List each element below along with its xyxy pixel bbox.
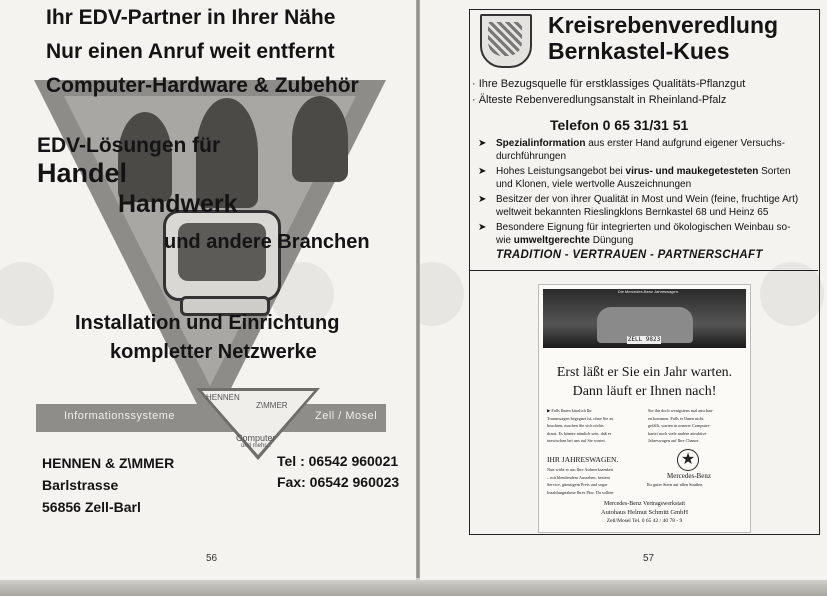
ad-headline: Erst läßt er Sie ein Jahr warten. [556,365,733,380]
logo-bar-left: Informationssysteme [64,410,175,422]
license-plate: ZELL 9823 [627,336,661,343]
left-page [0,0,416,580]
installation-label: Installation und Einrichtung [75,312,340,334]
other-branches-label: und andere Branchen [164,231,370,253]
brand-slogan: Ihr guter Stern auf allen Straßen. [647,482,704,487]
frame-divider [469,270,818,271]
logo-bar-right: Zell / Mosel [315,410,378,422]
slogan-line: Nur einen Anruf weit entfernt [46,40,335,63]
ad-column: Sie ihn doch wenigstens mal anschau- en kommen. Falls er Ihnen nicht gefällt, warten in unserer Computer- kartei noch viele andere attraktive Jahreswagen auf Ihre Chance. [648,408,714,443]
intro-line: · Älteste Rebenveredlungsanstalt in Rheinland-Pfalz [472,94,727,106]
handel-label: Handel [37,158,128,188]
nursery-subtitle: Bernkastel-Kues [548,38,730,64]
nursery-phone: Telefon 0 65 31/31 51 [550,117,689,133]
feature-list [474,137,819,249]
feature-item: ➤ Spezialinformation aus erster Hand aufgrund eigener Versuchs- durchführungen [478,138,786,162]
ad-topline: Die Mercedes-Benz Jahreswagen. [617,289,680,294]
networks-label: kompletter Netzwerke [110,341,317,363]
arrow-icon: ➤ [478,166,487,177]
arrow-icon: ➤ [478,138,487,149]
dealer-type: Mercedes-Benz Vertragswerkstatt [603,501,686,507]
feature-item: ➤ Hohes Leistungsangebot bei virus- und maukegetesteten Sorten und Klonen, viele wertvolle Auszeichnungen [478,166,791,190]
phone-number: Tel : 06542 960021 [277,453,399,469]
ad-body-lower: Nun wirbt er um Ihre Aufmerksamkeit – mit blendendem Aussehen, bestem Service, günstigem Preis und sogar Inzahlungnahme Ihres Pkw. Da sollten [547,467,614,495]
ad-subheading: IHR JAHRESWAGEN. [547,455,619,464]
company-name: HENNEN & Z\MMER [42,455,175,471]
ad-column: ▶ Falls Ihnen kürzlich Ihr Traumwagen begegnet ist, ohne Sie zu beachten, machen Sie sich nichts draus. Es könnte nämlich sein, daß er inzwischen bei uns auf Sie wartet. [547,408,614,443]
brand-name: Mercedes-Benz [667,472,711,480]
dealer-name: Autohaus Helmut Schmitt GmbH [600,509,689,516]
page-number: 57 [643,553,655,564]
intro-line: · Ihre Bezugsquelle für erstklassiges Qualitäts-Pflanzgut [472,78,746,90]
coat-of-arms-icon [480,14,532,68]
motto: TRADITION - VERTRAUEN - PARTNERSCHAFT [496,249,763,261]
handwerk-label: Handwerk [118,190,238,218]
slogan-line: Computer-Hardware & Zubehör [46,74,359,97]
right-page [420,0,827,580]
ad-headline: Dann läuft er Ihnen nach! [572,384,717,399]
dealer-contact: Zell/Mosel Tel. 0 65 42 / 40 78 - 9 [606,518,683,524]
mercedes-ad [538,284,751,533]
page-number: 56 [206,553,218,564]
watermark-disc [420,262,464,326]
fax-number: Fax: 06542 960023 [277,474,400,490]
mercedes-star-icon: ★ [677,449,699,471]
logo-zimmer: Z\MMER [256,401,288,410]
nursery-title: Kreisrebenveredlung [548,12,779,38]
person-silhouette [292,96,348,182]
monitor-illustration [163,210,281,301]
feature-item: ➤ Besondere Eignung für integrierten und ökologischen Weinbau so- wie umweltgerechte Düngung [478,222,791,246]
company-street: Barlstrasse [42,477,119,493]
logo-undmehr: und mehr... [241,443,272,449]
logo-hennen: HENNEN [206,393,240,402]
car-photo [543,289,746,348]
arrow-icon: ➤ [478,222,487,233]
arrow-icon: ➤ [478,194,487,205]
company-city: 56856 Zell-Barl [42,499,141,515]
scan-edge [0,578,827,596]
edv-heading: EDV-Lösungen für [37,134,221,157]
logo-computer: Computer [236,433,276,443]
slogan-line: Ihr EDV-Partner in Ihrer Nähe [46,6,336,29]
feature-item: ➤ Besitzer der von ihrer Qualität in Most und Wein (feine, fruchtige Art) weltweit bekannten Rieslingklons Bernkastel 68 und Heinz 65 [478,194,799,218]
